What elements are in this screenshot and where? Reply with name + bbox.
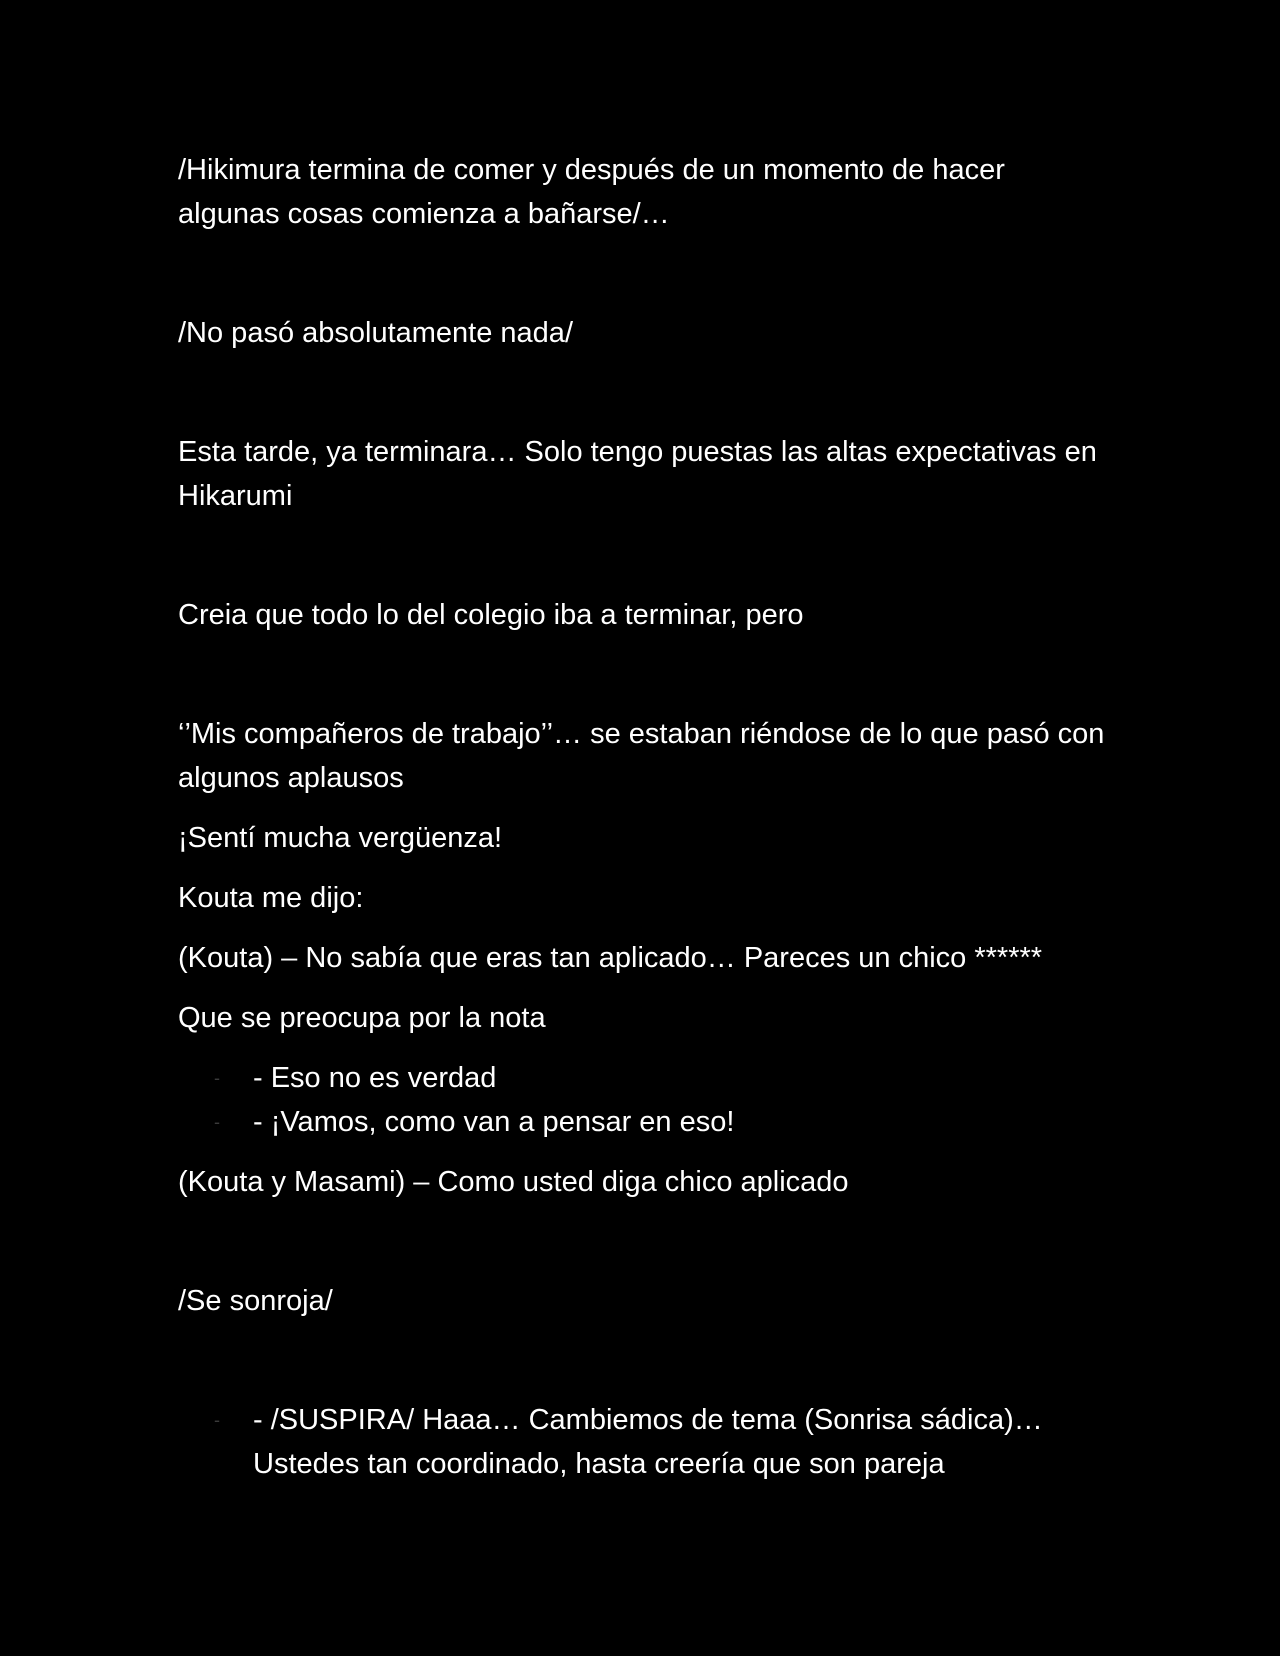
list-item-text: - Eso no es verdad [253,1062,497,1094]
dialogue-kouta: (Kouta) – No sabía que eras tan aplicado… Pareces un chico ****** [178,942,1043,974]
dialogue-list-1 [178,1056,1108,1144]
bullet-icon: - [214,1112,220,1132]
list-item [178,1100,1108,1144]
dialogue-kouta-masami: (Kouta y Masami) – Como usted diga chico aplicado [178,1166,849,1198]
list-item-text: - /SUSPIRA/ Haaa… Cambiemos de tema (Sonrisa sádica)… Ustedes tan coordinado, hasta creería que son pareja [253,1404,1043,1480]
paragraph-worries-grade: Que se preocupa por la nota [178,1002,546,1034]
paragraph-nothing-happened: /No pasó absolutamente nada/ [178,317,573,349]
dialogue-list-2 [178,1398,1108,1486]
paragraph-embarrassed: ¡Sentí mucha vergüenza! [178,822,503,854]
bullet-icon: - [214,1068,220,1088]
list-item-text: - ¡Vamos, como van a pensar en eso! [253,1106,735,1138]
paragraph-school-ending: Creia que todo lo del colegio iba a terminar, pero [178,599,804,631]
paragraph-kouta-said: Kouta me dijo: [178,882,364,914]
list-item [178,1056,1108,1100]
bullet-icon: - [214,1410,220,1430]
list-item [178,1398,1108,1486]
paragraph-blush: /Se sonroja/ [178,1285,333,1317]
paragraph-hikimura-bath: /Hikimura termina de comer y después de un momento de hacer algunas cosas comienza a bañarse/… [178,154,1005,230]
paragraph-this-afternoon: Esta tarde, ya terminara… Solo tengo puestas las altas expectativas en Hikarumi [178,436,1097,512]
paragraph-coworkers: ‘’Mis compañeros de trabajo’’… se estaban riéndose de lo que pasó con algunos aplausos [178,718,1105,794]
document-page [178,148,1108,1486]
